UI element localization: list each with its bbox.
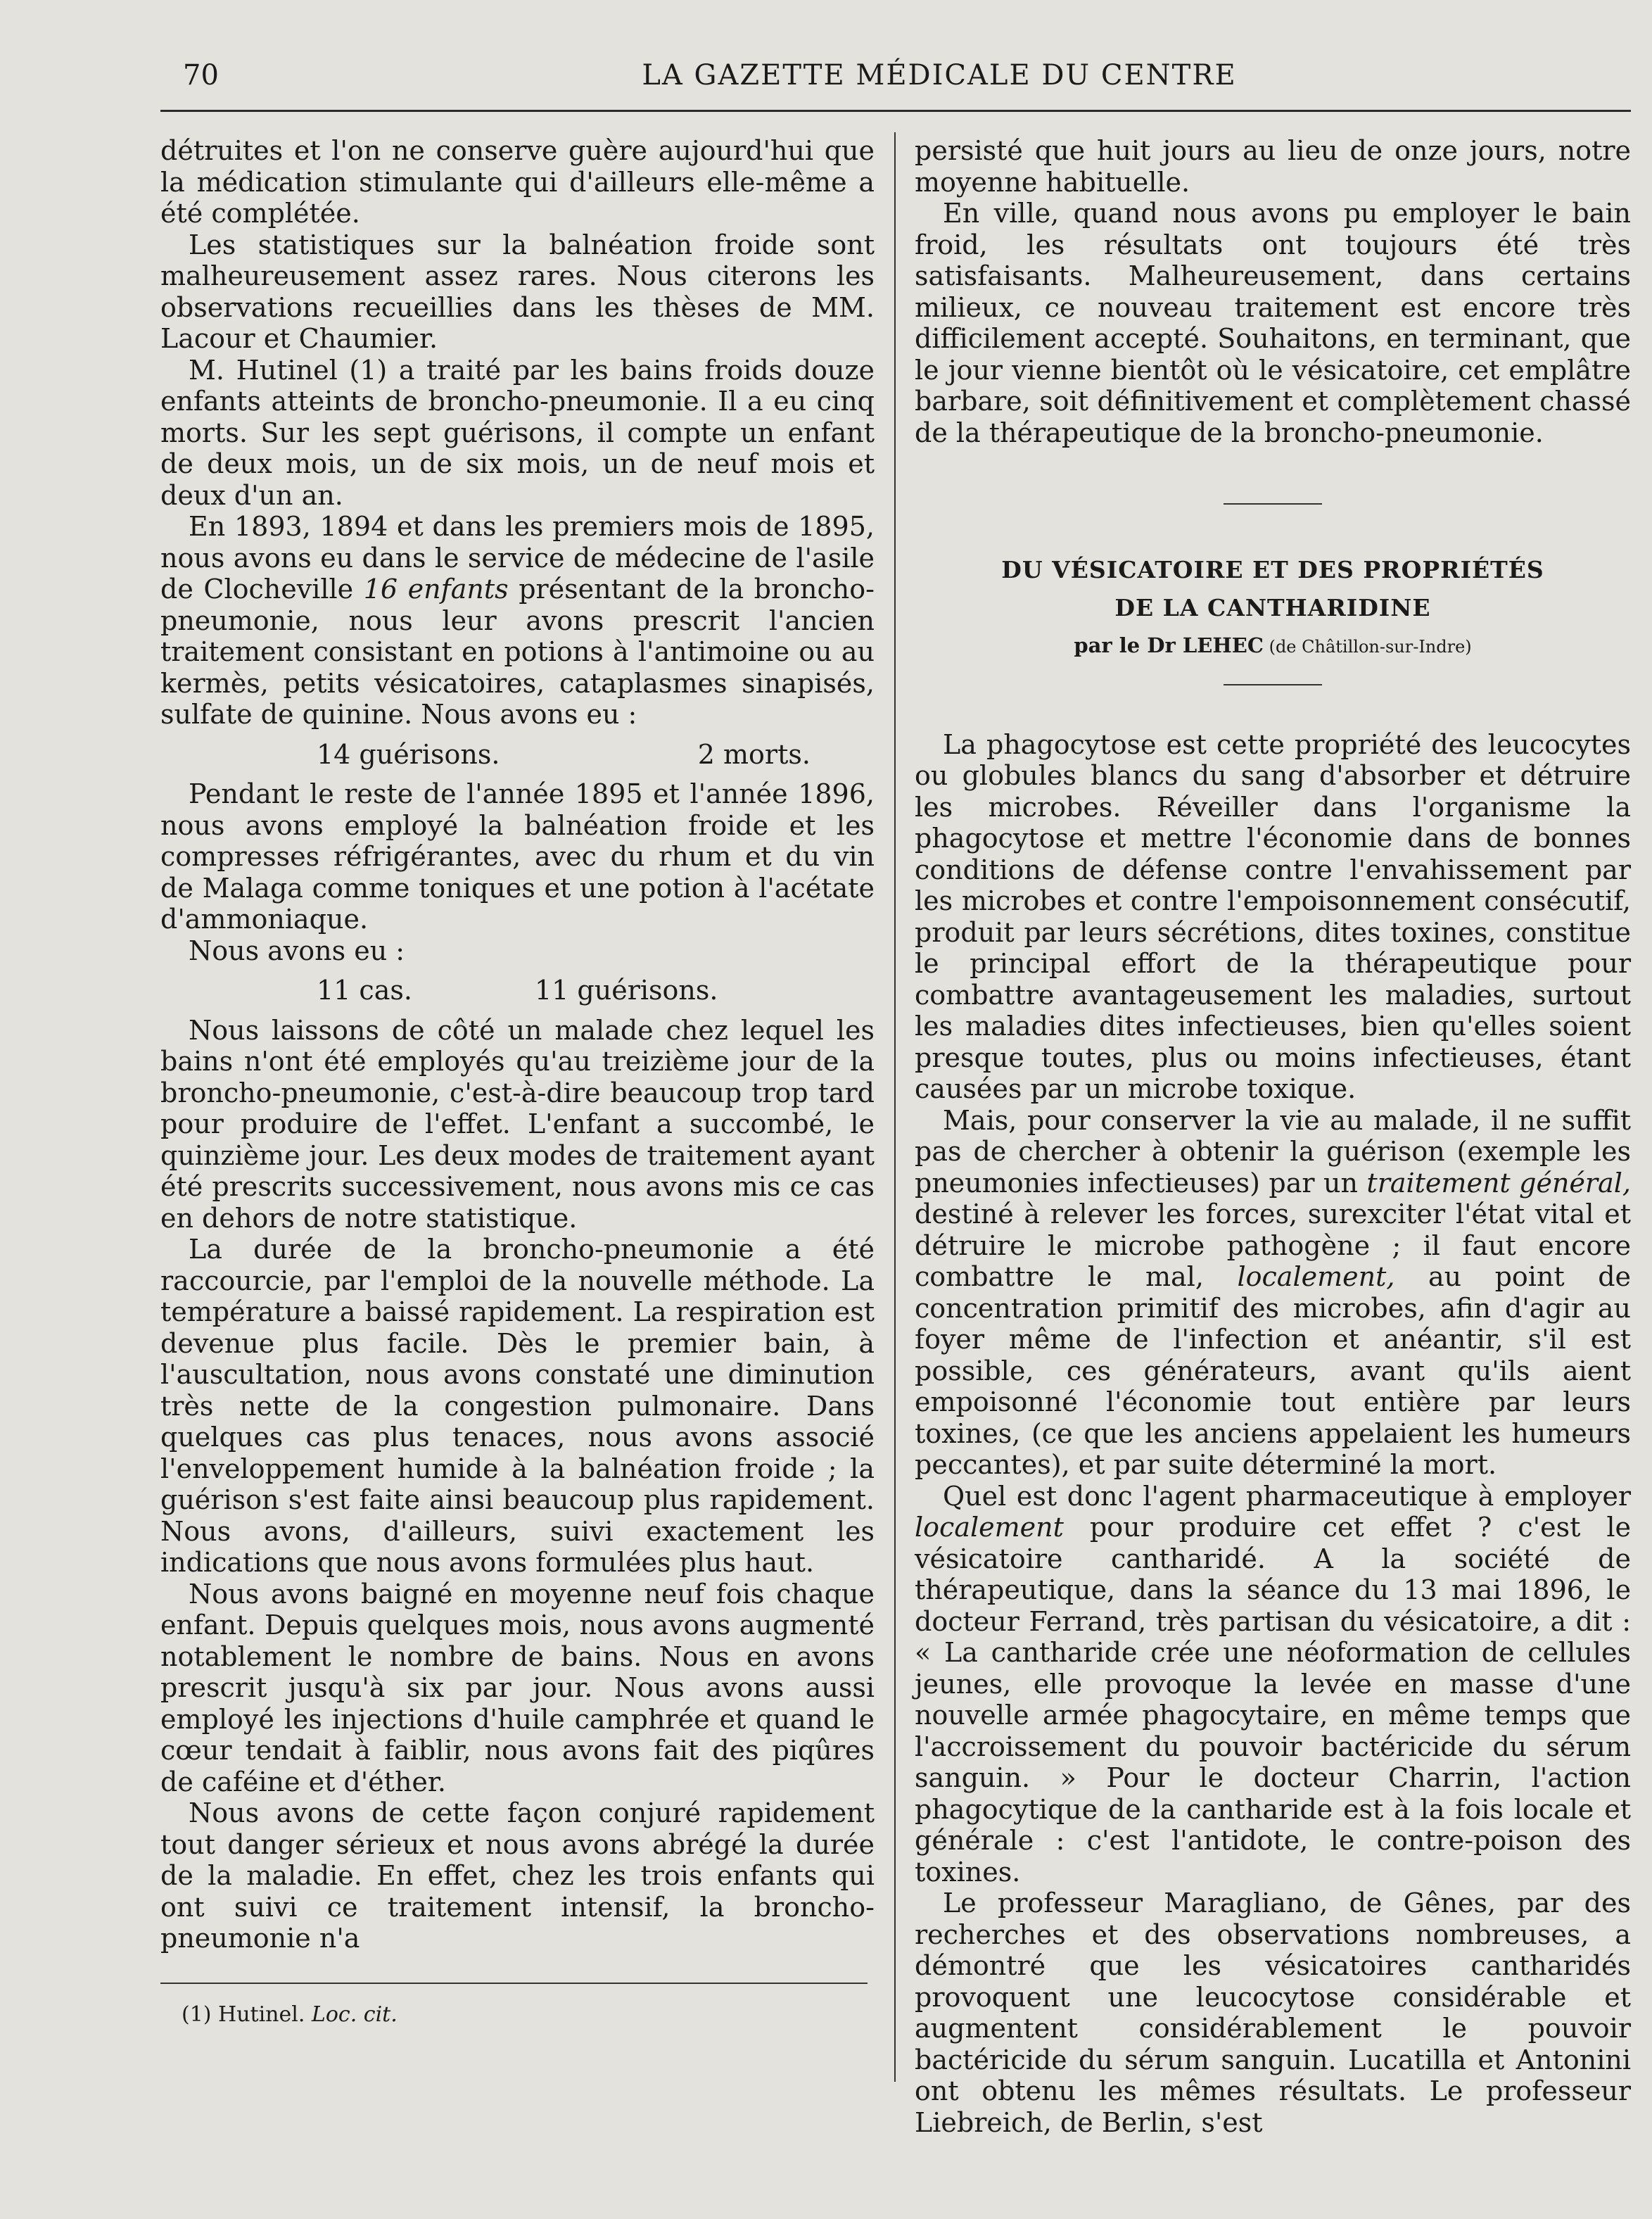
paragraph: Les statistiques sur la balnéation froide sont malheureusement assez rares. Nous citerons les observations recueillies dans les thèses de MM. Lacour et Chaumier.	[160, 229, 875, 354]
paragraph: Nous avons eu :	[189, 935, 405, 966]
footnote-rule	[160, 1983, 868, 1984]
header-rule	[160, 110, 1631, 112]
paragraph: En ville, quand nous avons pu employer le bain froid, les résultats ont toujours été très satisfaisants. Malheureusement, dans certains milieux, ce nouveau traitement est encore très difficilement accepté. Souhaitons, en terminant, que le jour vienne bientôt où le vésicatoire, cet emplâtre barbare, soit définitivement et complètement chassé de la thérapeutique de la broncho-pneumonie.	[915, 198, 1631, 448]
text-run: pour produire cet effet ? c'est le vésicatoire cantharidé. A la société de thérapeutique, dans la séance du 13 mai 1896, le docteur Ferrand, très partisan du vésicatoire, a dit : « La cantharide crée une néoformation de cellules jeunes, elle provoque la levée en masse d'une nouvelle armée phagocytaire, en même temps que l'accroissement du pouvoir bactéricide du sérum sanguin. » Pour le docteur Charrin, l'action phagocytique de la cantharide est à la fois locale et générale : c'est l'antidote, le contre-poison des toxines.	[915, 1512, 1631, 1888]
article-title-line: DE LA CANTHARIDINE	[1114, 594, 1431, 621]
text-run: Quel est donc l'agent pharmaceutique à employer	[943, 1480, 1631, 1512]
text-run: présentant de la broncho-pneumonie, nous leur avons prescrit l'ancien traitement consistant en potions à l'antimoine ou au kermès, petits vésicatoires, cataplasmes sinapisés, sulfate de quinine. Nous avons eu :	[160, 574, 875, 730]
text-run: En 1893, 1894 et dans les premiers mois de 1895, nous avons eu dans le service de médecine de l'asile de Clocheville	[160, 511, 875, 605]
paragraph: Nous avons de cette façon conjuré rapidement tout danger sérieux et nous avons abrégé la durée de la maladie. En effet, chez les trois enfants qui ont suivi ce traitement intensif, la broncho-pneumonie n'a	[160, 1797, 875, 1954]
italic-text: localement	[915, 1512, 1064, 1543]
stat-value: 11 guérisons.	[535, 975, 718, 1006]
paragraph: M. Hutinel (1) a traité par les bains froids douze enfants atteints de broncho-pneumonie. Il a eu cinq morts. Sur les sept guérisons, il compte un enfant de deux mois, un de six mois, un de neuf mois et deux d'un an.	[160, 354, 875, 511]
paragraph: Nous avons baigné en moyenne neuf fois chaque enfant. Depuis quelques mois, nous avons augmenté notablement le nombre de bains. Nous en avons prescrit jusqu'à six par jour. Nous avons aussi employé les injections d'huile camphrée et quand le cœur tendait à faiblir, nous avons fait des piqûres de caféine et d'éther.	[160, 1578, 875, 1797]
paragraph: Nous laissons de côté un malade chez lequel les bains n'ont été employés qu'au treizième jour de la broncho-pneumonie, c'est-à-dire beaucoup trop tard pour produire de l'effet. L'enfant a succombé, le quinzième jour. Les deux modes de traitement ayant été prescrits successivement, nous avons mis ce cas en dehors de notre statistique.	[160, 1014, 875, 1234]
stat-value: 14 guérisons.	[317, 738, 500, 770]
left-column	[160, 135, 875, 2028]
article-title-line: DU VÉSICATOIRE ET DES PROPRIÉTÉS	[1001, 556, 1544, 583]
paragraph: détruites et l'on ne conserve guère aujourd'hui que la médication stimulante qui d'ailleurs elle-même a été complétée.	[160, 135, 875, 229]
text-run: au point de concentration primitif des microbes, afin d'agir au foyer même de l'infection et anéantir, s'il est possible, ces générateurs, avant qu'ils aient empoisonné l'économie tout entière par leurs toxines, (ce que les anciens appelaient les humeurs peccantes), et par suite déterminé la mort.	[915, 1261, 1632, 1480]
column-rule	[894, 132, 896, 2082]
article-title	[915, 551, 1631, 627]
right-column	[915, 135, 1631, 2138]
footnote-italic: Loc. cit.	[311, 2002, 398, 2027]
statistics-line	[160, 731, 875, 779]
paragraph: persisté que huit jours au lieu de onze jours, notre moyenne habituelle.	[915, 135, 1631, 198]
byline-affiliation: (de Châtillon-sur-Indre)	[1263, 637, 1472, 657]
paragraph	[915, 1481, 1631, 1888]
paragraph: La durée de la broncho-pneumonie a été raccourcie, par l'emploi de la nouvelle méthode. La température a baissé rapidement. La respiration est devenue plus facile. Dès le premier bain, à l'auscultation, nous avons constaté une diminution très nette de la congestion pulmonaire. Dans quelques cas plus tenaces, nous avons associé l'enveloppement humide à la balnéation froide ; la guérison s'est faite ainsi beaucoup plus rapidement. Nous avons, d'ailleurs, suivi exactement les indications que nous avons formulées plus haut.	[160, 1234, 875, 1578]
page-header	[183, 59, 1611, 101]
italic-text: localement,	[1237, 1261, 1395, 1292]
stat-value: 2 morts.	[697, 738, 811, 770]
italic-text: traitement général,	[1366, 1167, 1631, 1199]
page-number: 70	[183, 59, 219, 91]
statistics-line	[160, 966, 875, 1015]
text-run: Mais, pour conserver la vie au malade, il ne suffit pas de chercher à obtenir la guérison (exemple les pneumonies infectieuses) par un	[915, 1104, 1631, 1199]
text-run: destiné à relever les forces, surexciter l'état vital et détruire le microbe pathogène ; il faut encore combattre le mal,	[915, 1199, 1631, 1292]
byline	[915, 630, 1631, 663]
paragraph: Le professeur Maragliano, de Gênes, par des recherches et des observations nombreuses, a démontré que les vésicatoires cantharidés provoquent une leucocytose considérable et augmentent considérablement le pouvoir bactéricide du sérum sanguin. Lucatilla et Antonini ont obtenu les mêmes résultats. Le professeur Liebreich, de Berlin, s'est	[915, 1888, 1631, 2138]
paragraph	[160, 511, 875, 731]
paragraph	[915, 1105, 1631, 1481]
paragraph: Pendant le reste de l'année 1895 et l'année 1896, nous avons employé la balnéation froide et les compresses réfrigérantes, avec du rhum et du vin de Malaga comme toniques et une potion à l'acétate d'ammoniaque.	[160, 778, 875, 935]
journal-title: LA GAZETTE MÉDICALE DU CENTRE	[642, 59, 1237, 91]
footnote-text: (1) Hutinel.	[182, 2002, 312, 2027]
paragraph: La phagocytose est cette propriété des leucocytes ou globules blancs du sang d'absorber et détruire les microbes. Réveiller dans l'organisme la phagocytose et mettre l'économie dans de bonnes conditions de défense contre l'envahissement par les microbes et contre l'empoisonnement consécutif, produit par leurs sécrétions, dites toxines, constitue le principal effort de la thérapeutique pour combattre avantageusement les maladies, surtout les maladies dites infectieuses, bien qu'elles soient presque toutes, plus ou moins infectieuses, étant causées par un microbe toxique.	[915, 728, 1631, 1104]
footnote	[160, 2002, 875, 2028]
stat-value: 11 cas.	[317, 975, 412, 1006]
italic-text: 16 enfants	[363, 574, 509, 605]
byline-author: par le Dr LEHEC	[1074, 633, 1264, 657]
